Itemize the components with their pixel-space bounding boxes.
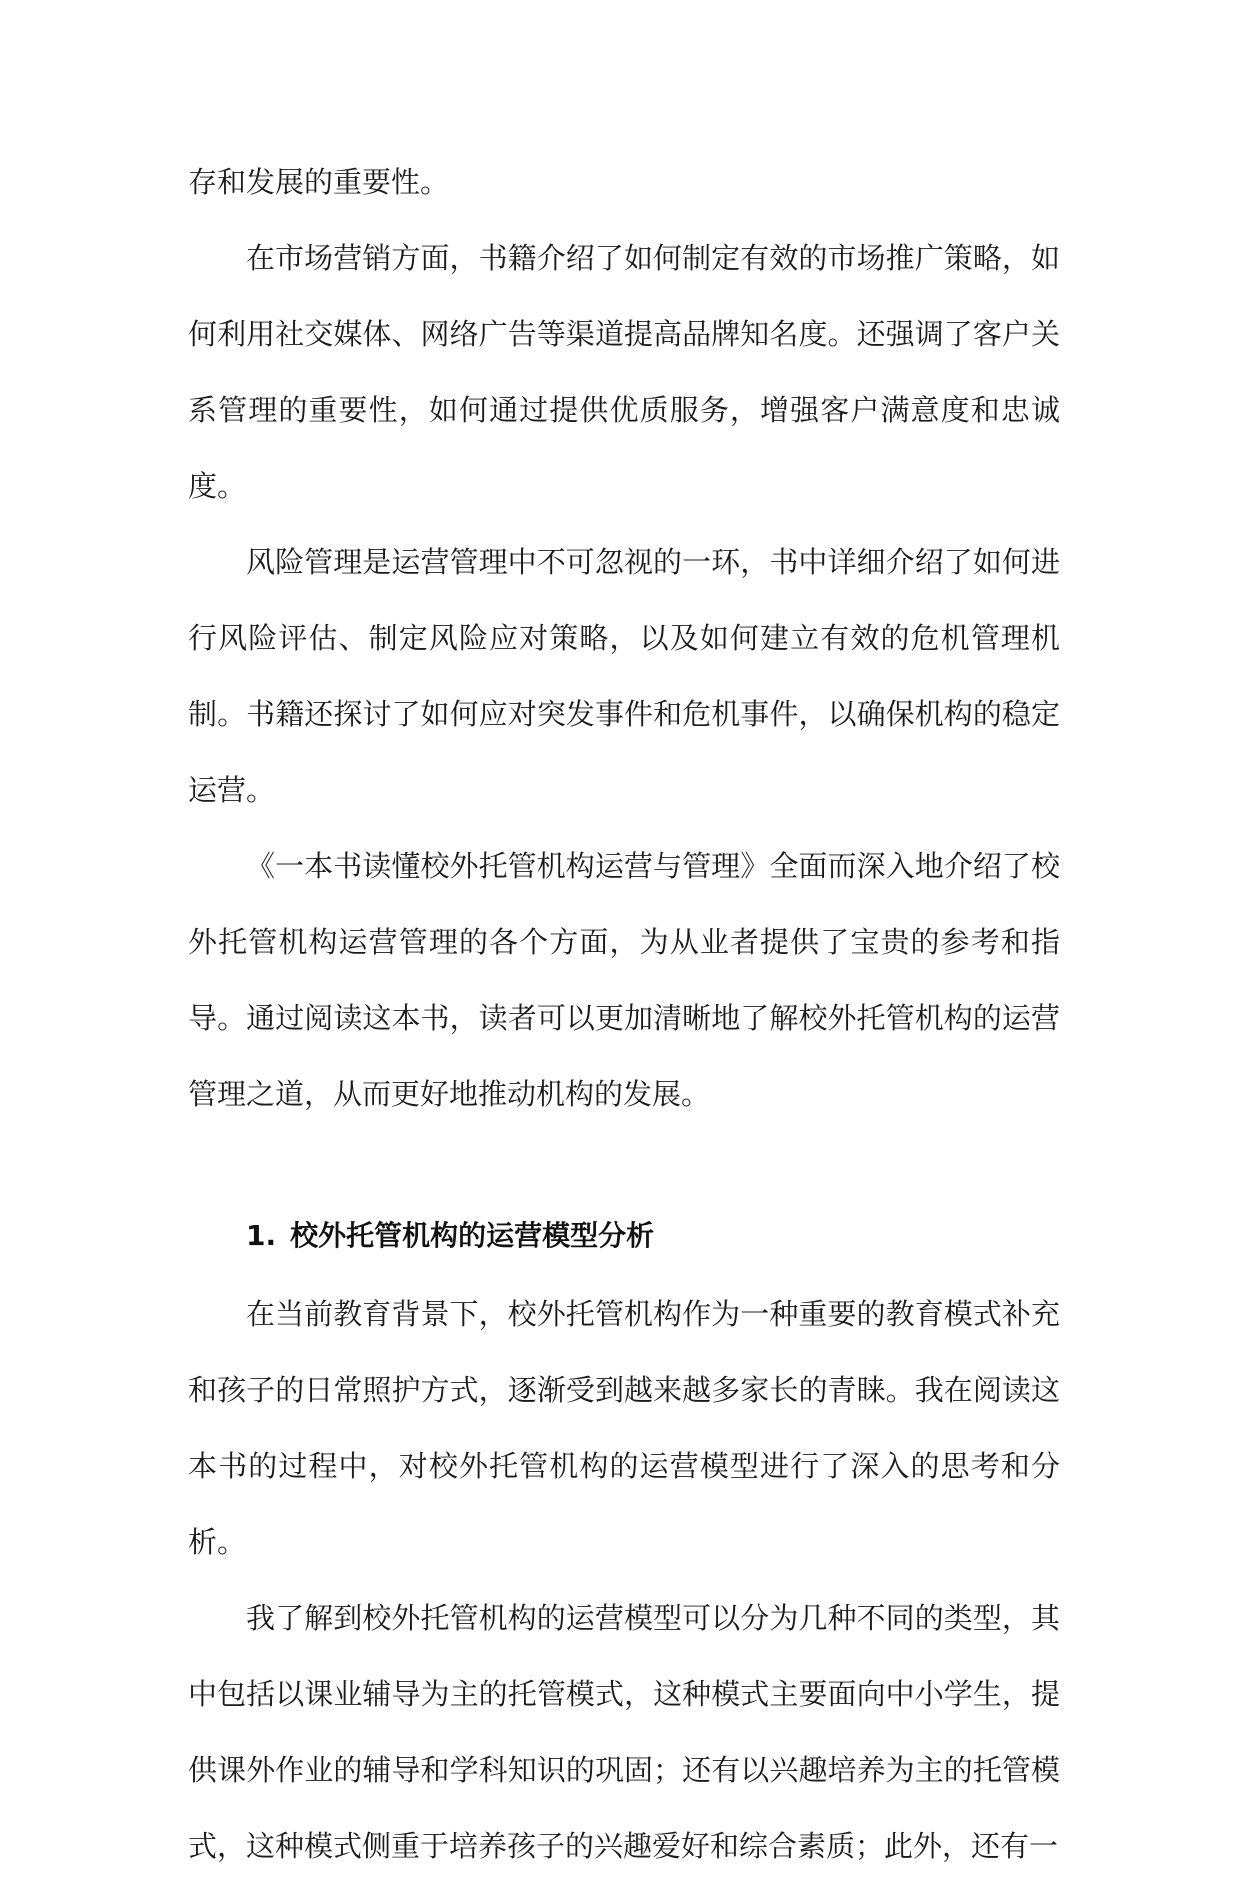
document-body: [188, 144, 1060, 1884]
paragraph-marketing: 在市场营销方面，书籍介绍了如何制定有效的市场推广策略，如何利用社交媒体、网络广告等渠道提高品牌知名度。还强调了客户关系管理的重要性，如何通过提供优质服务，增强客户满意度和忠诚度。: [188, 241, 1060, 503]
paragraph-book-summary: 《一本书读懂校外托管机构运营与管理》全面而深入地介绍了校外托管机构运营管理的各个方面，为从业者提供了宝贵的参考和指导。通过阅读这本书，读者可以更加清晰地了解校外托管机构的运营管理之道，从而更好地推动机构的发展。: [188, 849, 1060, 1111]
paragraph-risk-management: 风险管理是运营管理中不可忽视的一环，书中详细介绍了如何进行风险评估、制定风险应对策略，以及如何建立有效的危机管理机制。书籍还探讨了如何应对突发事件和危机事件，以确保机构的稳定运营。: [188, 545, 1060, 807]
paragraph-continuation: 存和发展的重要性。: [188, 165, 450, 199]
paragraph-operating-models: 我了解到校外托管机构的运营模型可以分为几种不同的类型，其中包括以课业辅导为主的托管模式，这种模式主要面向中小学生，提供课外作业的辅导和学科知识的巩固；还有以兴趣培养为主的托管模式，这种模式侧重于培养孩子的兴趣爱好和综合素质；此外，还有一: [188, 1601, 1060, 1863]
section-number: 1.: [246, 1219, 277, 1252]
section-title: 校外托管机构的运营模型分析: [290, 1219, 655, 1252]
paragraph-education-background: 在当前教育背景下，校外托管机构作为一种重要的教育模式补充和孩子的日常照护方式，逐渐受到越来越多家长的青睐。我在阅读这本书的过程中，对校外托管机构的运营模型进行了深入的思考和分析。: [188, 1297, 1060, 1559]
section-heading: [188, 1198, 1060, 1274]
